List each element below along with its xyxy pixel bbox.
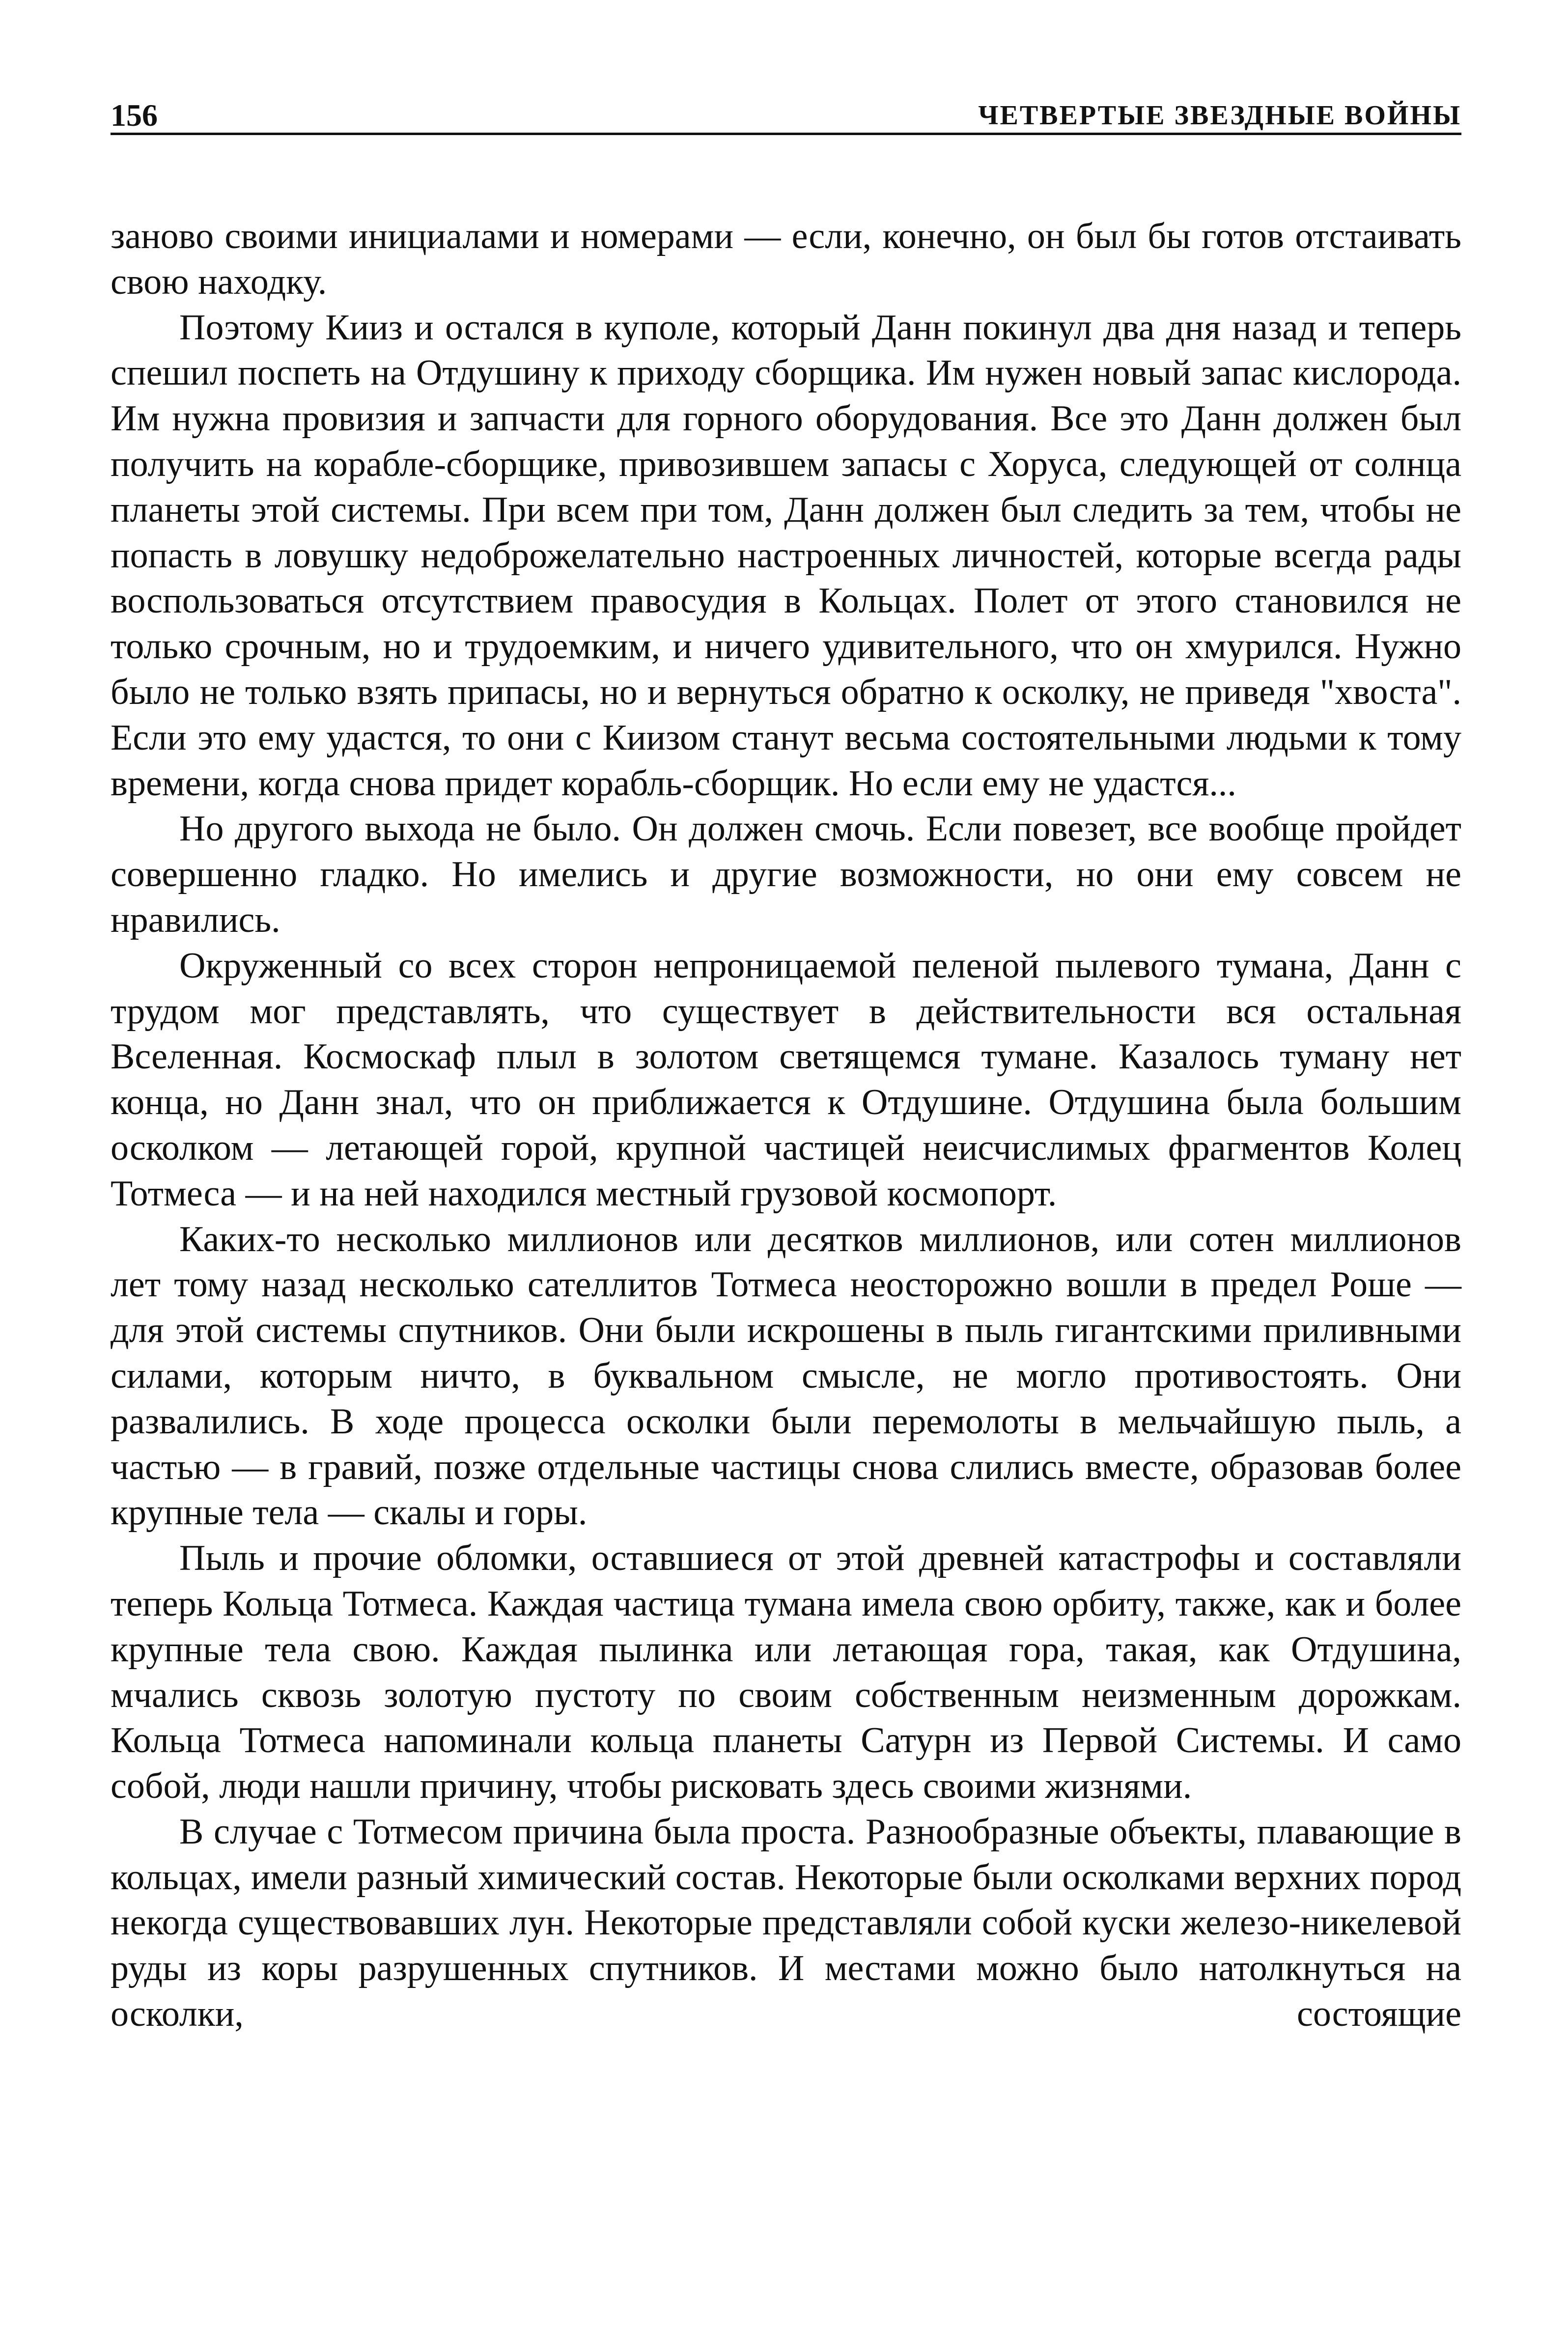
paragraph: Каких-то несколько миллионов или десятков миллионов, или сотен миллионов лет тому назад несколько сателлитов Тотмеса неосторожно вошли в предел Роше — для этой системы спутников. Они были искрошены в пыль гигантскими приливными силами, которым ничто, в буквальном смысле, не могло противостоять. Они развалились. В ходе процесса осколки были перемолоты в мельчайшую пыль, а частью — в гравий, позже отдельные частицы снова слились вместе, образовав более крупные тела — скалы и горы. [111, 1219, 1461, 1533]
paragraph: заново своими инициалами и номерами — если, конечно, он был бы готов отстаивать свою находку. [111, 216, 1461, 302]
running-title: ЧЕТВЕРТЫЕ ЗВЕЗДНЫЕ ВОЙНЫ [978, 100, 1461, 131]
body-text [111, 214, 1461, 2037]
paragraph: Окруженный со всех сторон непроницаемой пеленой пылевого тумана, Данн с трудом мог представлять, что существует в действительности вся остальная Вселенная. Космоскаф плыл в золотом светящемся тумане. Казалось туману нет конца, но Данн знал, что он приближается к Отдушине. Отдушина была большим осколком — летающей горой, крупной частицей неисчислимых фрагментов Колец Тотмеса — и на ней находился местный грузовой космопорт. [111, 945, 1461, 1214]
page-number: 156 [111, 98, 158, 133]
paragraph: В случае с Тотмесом причина была проста. Разнообразные объекты, плавающие в кольцах, имели разный химический состав. Некоторые были осколками верхних пород некогда существовавших лун. Некоторые представляли собой куски железо-никелевой руды из коры разрушенных спутников. И местами можно было натолкнуться на осколки, состоящие [111, 1811, 1461, 2035]
paragraph: Пыль и прочие обломки, оставшиеся от этой древней катастрофы и составляли теперь Кольца Тотмеса. Каждая частица тумана имела свою орбиту, также, как и более крупные тела свою. Каждая пылинка или летающая гора, такая, как Отдушина, мчались сквозь золотую пустоту по своим собственным неизменным дорожкам. Кольца Тотмеса напоминали кольца планеты Сатурн из Первой Системы. И само собой, люди нашли причину, чтобы рисковать здесь своими жизнями. [111, 1538, 1461, 1807]
paragraph: Но другого выхода не было. Он должен смочь. Если повезет, все вообще пройдет совершенно гладко. Но имелись и другие возможности, но они ему совсем не нравились. [111, 809, 1461, 940]
page-header [111, 93, 1461, 135]
paragraph: Поэтому Кииз и остался в куполе, который Данн покинул два дня назад и теперь спешил поспеть на Отдушину к приходу сборщика. Им нужен новый запас кислорода. Им нужна провизия и запчасти для горного оборудования. Все это Данн должен был получить на корабле-сборщике, привозившем запасы с Хоруса, следующей от солнца планеты этой системы. При всем при том, Данн должен был следить за тем, чтобы не попасть в ловушку недоброжелательно настроенных личностей, которые всегда рады воспользоваться отсутствием правосудия в Кольцах. Полет от этого становился не только срочным, но и трудоемким, и ничего удивительного, что он хмурился. Нужно было не только взять припасы, но и вернуться обратно к осколку, не приведя "хвоста". Если это ему удастся, то они с Киизом станут весьма состоятельными людьми к тому времени, когда снова придет корабль-сборщик. Но если ему не удастся... [111, 307, 1461, 804]
